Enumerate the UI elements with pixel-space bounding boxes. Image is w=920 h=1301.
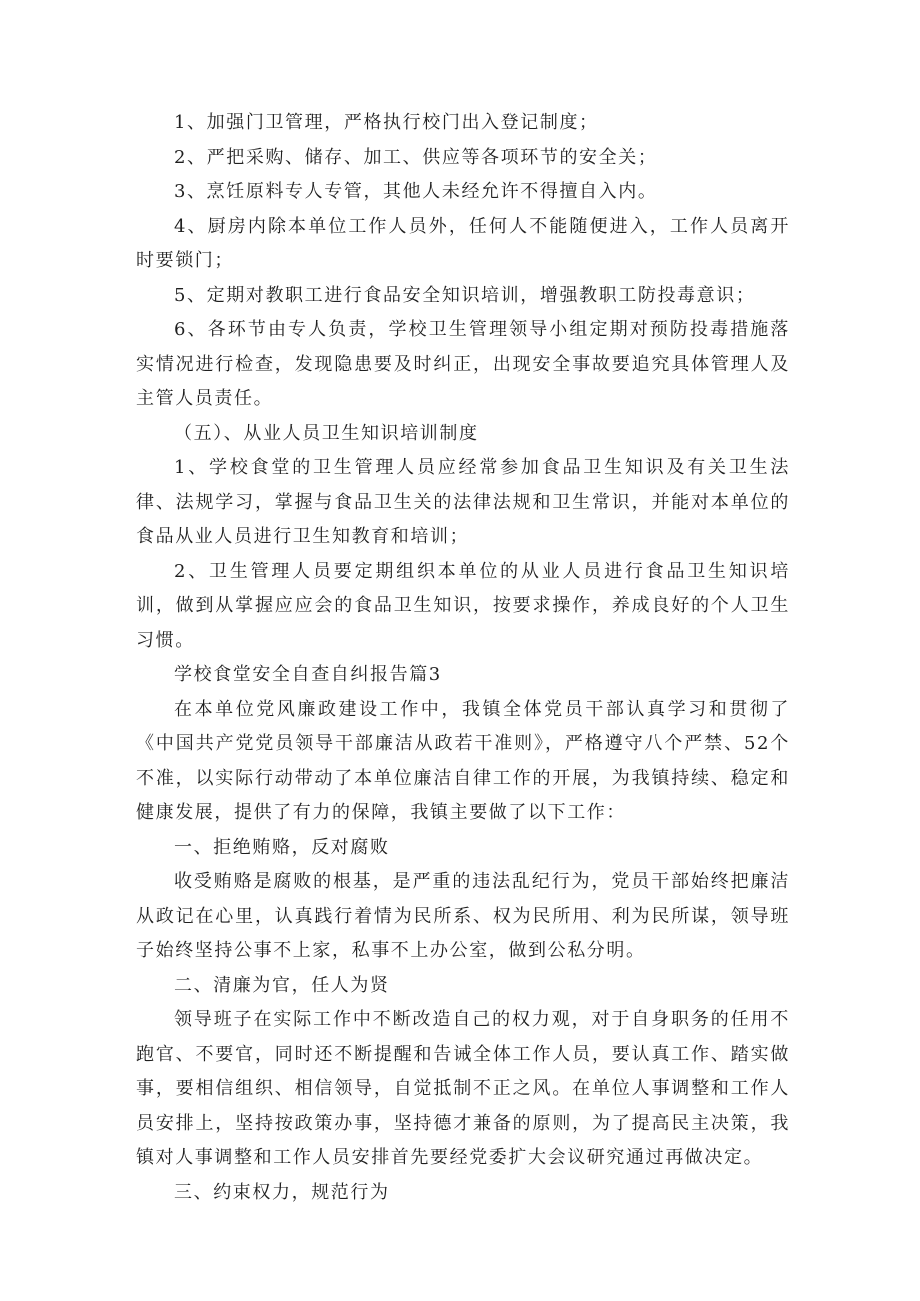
document-body: [136, 106, 790, 1210]
paragraph-section-2: 领导班子在实际工作中不断改造自己的权力观，对于自身职务的任用不跑官、不要官，同时还不断提醒和告诫全体工作人员，要认真工作、踏实做事，要相信组织、相信领导，自觉抵制不正之风。在单位人事调整和工作人员安排上，坚持按政策办事，坚持德才兼备的原则，为了提高民主决策，我镇对人事调整和工作人员安排首先要经党委扩大会议研究通过再做决定。: [136, 1009, 790, 1168]
paragraph-training-1: 1、学校食堂的卫生管理人员应经常参加食品卫生知识及有关卫生法律、法规学习，掌握与食品卫生关的法律法规和卫生常识，并能对本单位的食品从业人员进行卫生知教育和培训；: [136, 457, 790, 547]
section-heading-3: 三、约束权力，规范行为: [174, 1181, 390, 1203]
paragraph-item-5: 5、定期对教职工进行食品安全知识培训，增强教职工防投毒意识；: [174, 284, 756, 306]
paragraph-item-1: 1、加强门卫管理，严格执行校门出入登记制度；: [174, 112, 599, 133]
section-heading-2: 二、清廉为官，任人为贤: [174, 974, 390, 996]
paragraph-item-2: 2、严把采购、储存、加工、供应等各项环节的安全关；: [174, 146, 658, 168]
paragraph-intro: 在本单位党风廉政建设工作中，我镇全体党员干部认真学习和贯彻了《中国共产党党员领导干部廉洁从政若干准则》，严格遵守八个严禁、52个不准，以实际行动带动了本单位廉洁自律工作的开展，为我镇持续、稳定和健康发展，提供了有力的保障，我镇主要做了以下工作：: [136, 698, 790, 823]
report-title: 学校食堂安全自查自纠报告篇3: [174, 664, 442, 685]
paragraph-item-4: 4、厨房内除本单位工作人员外，任何人不能随便进入，工作人员离开时要锁门；: [136, 215, 790, 271]
paragraph-item-6: 6、各环节由专人负责，学校卫生管理领导小组定期对预防投毒措施落实情况进行检查，发现隐患要及时纠正，出现安全事故要追究具体管理人及主管人员责任。: [136, 319, 790, 409]
paragraph-section-1: 收受贿赂是腐败的根基，是严重的违法乱纪行为，党员干部始终把廉洁从政记在心里，认真践行着情为民所系、权为民所用、利为民所谋，领导班子始终坚持公事不上家，私事不上办公室，做到公私分明。: [136, 871, 790, 961]
paragraph-item-3: 3、烹饪原料专人专管，其他人未经允许不得擅自入内。: [174, 181, 658, 202]
paragraph-training-2: 2、卫生管理人员要定期组织本单位的从业人员进行食品卫生知识培训，做到从掌握应应会的食品卫生知识，按要求操作，养成良好的个人卫生习惯。: [136, 560, 790, 651]
section-heading-training: （五）、从业人员卫生知识培训制度: [174, 422, 479, 444]
section-heading-1: 一、拒绝贿赂，反对腐败: [174, 836, 390, 858]
